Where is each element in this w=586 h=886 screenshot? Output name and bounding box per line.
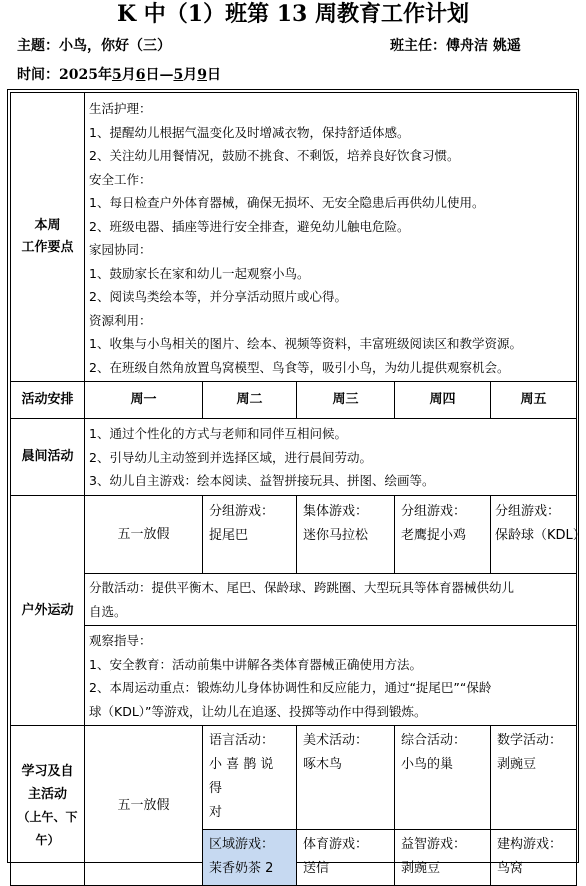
day-header-thu: 周四	[395, 382, 491, 419]
outdoor-game-wed	[297, 496, 395, 574]
page-title: K 中（1）班第 13 周教育工作计划	[116, 1, 470, 27]
focus-line: 2、班级电器、插座等进行安全排查，避免幼儿触电危险。	[89, 218, 410, 234]
guidance-line: 球（KDL）”等游戏，让幼儿在追逐、投掷等动作中得到锻炼。	[89, 703, 427, 719]
time-year: 2025	[59, 67, 98, 83]
guidance-line: 2、本周运动重点：锻炼幼儿身体协调性和反应能力，通过“捉尾巴”“保龄	[89, 680, 492, 695]
time-month-unit: 月	[121, 67, 136, 83]
game-type: 分组游戏：	[209, 504, 275, 519]
focus-line: 1、鼓励家长在家和幼儿一起观察小鸟。	[89, 265, 310, 281]
weekly-focus-row	[11, 93, 577, 382]
time-day-unit: 日	[145, 67, 160, 83]
time-day-unit-2: 日	[206, 67, 221, 83]
focus-line: 1、每日检查户外体育器械，确保无损坏、无安全隐患后再供幼儿使用。	[89, 195, 485, 210]
plan-table	[10, 92, 586, 886]
outdoor-game-tue	[203, 496, 297, 574]
morning-row	[11, 419, 577, 496]
guidance-line: 观察指导：	[89, 633, 152, 648]
teacher-row	[390, 37, 521, 55]
learning-label-line2: 主活动	[27, 786, 67, 802]
theme-value: 小鸟，你好（三）	[59, 38, 171, 54]
morning-line: 3、幼儿自主游戏：绘本阅读、益智拼接玩具、拼图、绘画等。	[89, 473, 435, 488]
game-name: 迷你马拉松	[303, 528, 369, 543]
outdoor-guidance-row	[11, 626, 577, 726]
morning-line: 1、通过个性化的方式与老师和同伴互相问候。	[89, 426, 347, 441]
learning-label-line3: （上午、下	[17, 809, 78, 824]
focus-line: 1、提醒幼儿根据气温变化及时增减衣物，保持舒适体感。	[89, 124, 410, 140]
day-header-fri: 周五	[491, 382, 577, 419]
activity-name: 送信	[303, 861, 330, 876]
time-year-unit: 年	[97, 67, 112, 83]
outdoor-guidance	[85, 626, 577, 726]
learning-tue-2	[203, 830, 297, 886]
learning-wed-2	[297, 830, 395, 886]
weekly-focus-label-line1: 本周	[34, 218, 61, 233]
activity-type: 益智游戏：	[401, 837, 467, 852]
activity-name: 剥豌豆	[401, 861, 441, 876]
activity-type: 建构游戏：	[497, 837, 563, 852]
activity-type: 区域游戏：	[209, 837, 275, 852]
learning-thu-2	[395, 830, 491, 886]
game-name: 捉尾巴	[209, 528, 249, 543]
day-header-wed: 周三	[297, 382, 395, 419]
activity-type: 美术活动：	[303, 733, 369, 748]
focus-line: 2、关注幼儿用餐情况，鼓励不挑食、不剩饭，培养良好饮食习惯。	[89, 148, 460, 163]
outdoor-scattered	[85, 574, 577, 626]
learning-row-1	[11, 726, 577, 830]
learning-holiday: 五一放假	[85, 726, 203, 886]
learning-thu-1	[395, 726, 491, 830]
activity-type: 语言活动：	[209, 733, 275, 748]
activity-name: 剥豌豆	[497, 757, 537, 772]
game-name: 老鹰捉小鸡	[401, 528, 467, 543]
activity-name: 小鸟的巢	[401, 757, 454, 772]
game-type: 分组游戏：	[401, 504, 467, 519]
time-end-month: 5	[173, 67, 184, 83]
morning-line: 2、引导幼儿主动签到并选择区域，进行晨间劳动。	[89, 449, 372, 465]
outdoor-games-row	[11, 496, 577, 574]
weekly-focus-label-line2: 工作要点	[21, 240, 74, 255]
learning-label-line1: 学习及自	[21, 763, 74, 779]
game-type: 集体游戏：	[303, 504, 369, 519]
time-range-sep: —	[159, 67, 174, 83]
scattered-line: 自选。	[89, 603, 127, 619]
outdoor-game-thu	[395, 496, 491, 574]
focus-line: 资源利用：	[89, 312, 152, 328]
activity-name: 茉香奶茶 2	[209, 861, 274, 876]
activity-type: 体育游戏：	[303, 837, 369, 852]
outdoor-label: 户外运动	[11, 496, 85, 726]
learning-wed-1	[297, 726, 395, 830]
weekly-focus-content	[85, 93, 577, 382]
outdoor-game-fri	[491, 496, 586, 574]
scattered-line: 分散活动：提供平衡木、尾巴、保龄球、跨跳圈、大型玩具等体育器械供幼儿	[89, 580, 515, 595]
theme-row	[17, 37, 171, 55]
activity-name: 小 喜 鹊 说 得	[209, 757, 274, 796]
learning-tue-1	[203, 726, 297, 830]
morning-label: 晨间活动	[11, 419, 85, 496]
weekly-focus-label	[11, 93, 85, 382]
theme-label: 主题：	[17, 38, 59, 54]
learning-label-line4: 午）	[35, 832, 60, 847]
activity-name: 鸟窝	[497, 861, 524, 876]
time-start-month: 5	[111, 67, 122, 83]
game-type: 分组游戏：	[495, 504, 561, 519]
activity-name: 啄木鸟	[303, 757, 343, 772]
game-name: 保龄球（KDL）	[495, 528, 586, 543]
learning-fri-1	[491, 726, 577, 830]
time-start-day: 6	[135, 67, 146, 83]
learning-label	[11, 726, 85, 886]
teacher-value: 傅舟洁 姚遥	[446, 38, 521, 54]
morning-content	[85, 419, 577, 496]
time-label: 时间：	[17, 67, 59, 83]
day-header-tue: 周二	[203, 382, 297, 419]
teacher-label: 班主任：	[390, 38, 446, 54]
schedule-header-row	[11, 382, 577, 419]
time-row	[17, 66, 221, 84]
time-end-day: 9	[197, 67, 207, 83]
schedule-label: 活动安排	[11, 382, 85, 419]
activity-type: 数学活动：	[497, 733, 563, 748]
focus-line: 1、收集与小鸟相关的图片、绘本、视频等资料，丰富班级阅读区和教学资源。	[89, 336, 522, 351]
outdoor-holiday: 五一放假	[85, 496, 203, 574]
focus-line: 安全工作：	[89, 171, 152, 187]
guidance-line: 1、安全教育：活动前集中讲解各类体育器械正确使用方法。	[89, 656, 422, 672]
time-month-unit-2: 月	[183, 67, 198, 83]
activity-name-cont: 对	[209, 805, 223, 820]
activity-type: 综合活动：	[401, 733, 467, 748]
focus-line: 2、在班级自然角放置鸟窝模型、鸟食等，吸引小鸟，为幼儿提供观察机会。	[89, 359, 510, 375]
day-header-mon: 周一	[85, 382, 203, 419]
learning-fri-2	[491, 830, 577, 886]
focus-line: 家园协同：	[89, 242, 152, 257]
focus-line: 生活护理：	[89, 101, 152, 116]
outdoor-scattered-row	[11, 574, 577, 626]
focus-line: 2、阅读鸟类绘本等，并分享活动照片或心得。	[89, 289, 347, 304]
